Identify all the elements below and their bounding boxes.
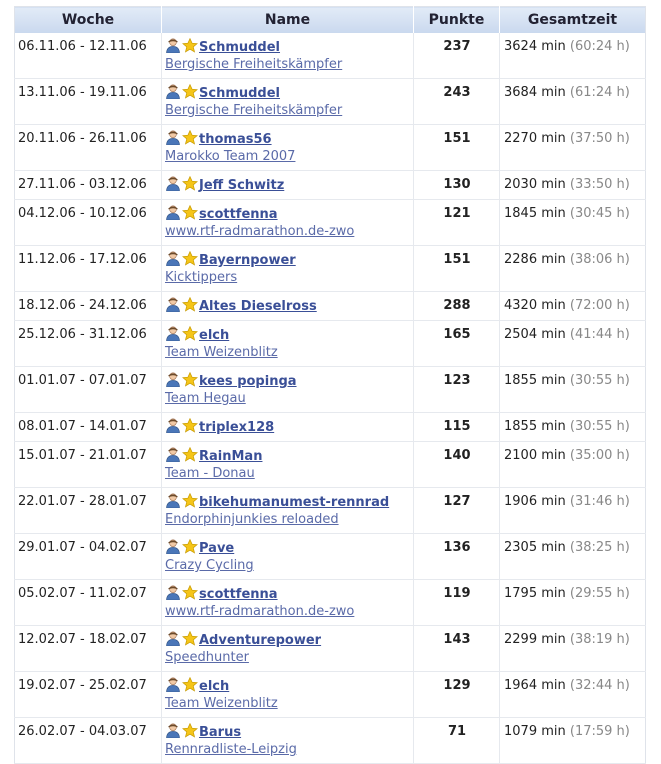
user-link[interactable]: thomas56 xyxy=(199,132,272,147)
star-icon xyxy=(182,38,198,53)
week-cell xyxy=(15,246,162,292)
name-cell xyxy=(162,171,414,200)
user-link[interactable]: Bayernpower xyxy=(199,253,296,268)
user-link[interactable]: RainMan xyxy=(199,449,263,464)
total-time-cell xyxy=(500,672,646,718)
user-link[interactable]: scottfenna xyxy=(199,587,278,602)
table-row xyxy=(15,79,646,125)
team-link[interactable]: www.rtf-radmarathon.de-zwo xyxy=(165,604,355,619)
team-link[interactable]: Rennradliste-Leipzig xyxy=(165,742,297,757)
week-range: 15.01.07 - 21.01.07 xyxy=(18,448,147,463)
points-value: 136 xyxy=(443,540,471,555)
team-line xyxy=(165,465,411,482)
total-time-cell xyxy=(500,79,646,125)
team-link[interactable]: www.rtf-radmarathon.de-zwo xyxy=(165,224,355,239)
hours-value: (41:44 h) xyxy=(569,327,630,342)
star-icon xyxy=(182,84,198,99)
star-icon xyxy=(182,493,198,508)
week-cell xyxy=(15,718,162,764)
week-cell xyxy=(15,33,162,79)
week-range: 01.01.07 - 07.01.07 xyxy=(18,373,147,388)
week-range: 18.12.06 - 24.12.06 xyxy=(18,298,147,313)
star-icon xyxy=(182,205,198,220)
table-row xyxy=(15,718,646,764)
points-cell xyxy=(414,718,500,764)
team-link[interactable]: Kicktippers xyxy=(165,270,238,285)
minutes-value: 1079 min xyxy=(504,724,566,739)
week-cell xyxy=(15,171,162,200)
week-range: 19.02.07 - 25.02.07 xyxy=(18,678,147,693)
user-profile-icon[interactable] xyxy=(165,677,181,692)
user-profile-icon[interactable] xyxy=(165,84,181,99)
name-cell xyxy=(162,292,414,321)
team-line xyxy=(165,269,411,286)
star-icon xyxy=(182,130,198,145)
team-line xyxy=(165,344,411,361)
week-range: 08.01.07 - 14.01.07 xyxy=(18,419,147,434)
total-time-cell xyxy=(500,125,646,171)
user-profile-icon[interactable] xyxy=(165,723,181,738)
table-row xyxy=(15,626,646,672)
star-icon xyxy=(182,251,198,266)
minutes-value: 1855 min xyxy=(504,419,566,434)
week-cell xyxy=(15,125,162,171)
table-row xyxy=(15,442,646,488)
points-value: 127 xyxy=(443,494,471,509)
user-profile-icon[interactable] xyxy=(165,251,181,266)
column-header-name[interactable]: Name xyxy=(162,7,414,34)
user-profile-icon[interactable] xyxy=(165,297,181,312)
name-cell xyxy=(162,79,414,125)
table-row xyxy=(15,321,646,367)
points-cell xyxy=(414,292,500,321)
table-row xyxy=(15,33,646,79)
name-cell xyxy=(162,125,414,171)
user-profile-icon[interactable] xyxy=(165,326,181,341)
user-profile-icon[interactable] xyxy=(165,539,181,554)
team-link[interactable]: Team - Donau xyxy=(165,466,255,481)
minutes-value: 4320 min xyxy=(504,298,566,313)
user-profile-icon[interactable] xyxy=(165,418,181,433)
name-cell xyxy=(162,534,414,580)
week-cell xyxy=(15,413,162,442)
week-range: 25.12.06 - 31.12.06 xyxy=(18,327,147,342)
team-link[interactable]: Bergische Freiheitskämpfer xyxy=(165,57,343,72)
hours-value: (61:24 h) xyxy=(569,85,630,100)
team-link[interactable]: Bergische Freiheitskämpfer xyxy=(165,103,343,118)
star-icon xyxy=(182,372,198,387)
points-cell xyxy=(414,442,500,488)
points-cell xyxy=(414,367,500,413)
points-cell xyxy=(414,125,500,171)
user-profile-icon[interactable] xyxy=(165,585,181,600)
user-profile-icon[interactable] xyxy=(165,631,181,646)
name-cell xyxy=(162,367,414,413)
week-range: 12.02.07 - 18.02.07 xyxy=(18,632,147,647)
star-icon xyxy=(182,326,198,341)
week-range: 13.11.06 - 19.11.06 xyxy=(18,85,147,100)
points-value: 151 xyxy=(443,131,471,146)
minutes-value: 2504 min xyxy=(504,327,566,342)
name-cell xyxy=(162,413,414,442)
team-line xyxy=(165,603,411,620)
team-line xyxy=(165,695,411,712)
week-cell xyxy=(15,367,162,413)
week-range: 05.02.07 - 11.02.07 xyxy=(18,586,147,601)
week-cell xyxy=(15,321,162,367)
points-value: 115 xyxy=(443,419,471,434)
hours-value: (29:55 h) xyxy=(569,586,630,601)
week-range: 26.02.07 - 04.03.07 xyxy=(18,724,147,739)
team-link[interactable]: Team Weizenblitz xyxy=(165,696,278,711)
points-value: 121 xyxy=(443,206,471,221)
total-time-cell xyxy=(500,367,646,413)
minutes-value: 2100 min xyxy=(504,448,566,463)
team-link[interactable]: Marokko Team 2007 xyxy=(165,149,296,164)
minutes-value: 2305 min xyxy=(504,540,566,555)
week-range: 29.01.07 - 04.02.07 xyxy=(18,540,147,555)
minutes-value: 1964 min xyxy=(504,678,566,693)
total-time-cell xyxy=(500,488,646,534)
name-cell xyxy=(162,488,414,534)
hours-value: (30:55 h) xyxy=(569,373,630,388)
team-line xyxy=(165,557,411,574)
week-range: 22.01.07 - 28.01.07 xyxy=(18,494,147,509)
hours-value: (30:45 h) xyxy=(569,206,630,221)
table-row xyxy=(15,292,646,321)
column-header-points[interactable]: Punkte xyxy=(414,7,500,34)
hours-value: (35:00 h) xyxy=(569,448,630,463)
week-cell xyxy=(15,580,162,626)
week-range: 20.11.06 - 26.11.06 xyxy=(18,131,147,146)
user-profile-icon[interactable] xyxy=(165,493,181,508)
week-range: 04.12.06 - 10.12.06 xyxy=(18,206,147,221)
points-cell xyxy=(414,672,500,718)
points-value: 288 xyxy=(443,298,471,313)
name-cell xyxy=(162,580,414,626)
column-header-week[interactable]: Woche xyxy=(15,7,162,34)
table-row xyxy=(15,367,646,413)
total-time-cell xyxy=(500,33,646,79)
user-link[interactable]: Jeff Schwitz xyxy=(199,178,285,193)
user-link[interactable]: kees popinga xyxy=(199,374,297,389)
star-icon xyxy=(182,585,198,600)
points-value: 243 xyxy=(443,85,471,100)
hours-value: (38:06 h) xyxy=(569,252,630,267)
user-profile-icon[interactable] xyxy=(165,447,181,462)
hours-value: (38:25 h) xyxy=(569,540,630,555)
user-link[interactable]: elch xyxy=(199,679,230,694)
total-time-cell xyxy=(500,626,646,672)
points-cell xyxy=(414,413,500,442)
points-cell xyxy=(414,33,500,79)
table-row xyxy=(15,171,646,200)
points-cell xyxy=(414,79,500,125)
user-link[interactable]: elch xyxy=(199,328,230,343)
minutes-value: 2299 min xyxy=(504,632,566,647)
user-link[interactable]: bikehumanumest-rennrad xyxy=(199,495,390,510)
minutes-value: 3684 min xyxy=(504,85,566,100)
table-body xyxy=(15,33,646,764)
total-time-cell xyxy=(500,534,646,580)
user-link[interactable]: Schmuddel xyxy=(199,40,281,55)
minutes-value: 1906 min xyxy=(504,494,566,509)
table-row xyxy=(15,246,646,292)
points-value: 71 xyxy=(447,724,467,739)
user-profile-icon[interactable] xyxy=(165,176,181,191)
week-cell xyxy=(15,442,162,488)
name-cell xyxy=(162,626,414,672)
user-link[interactable]: Barus xyxy=(199,725,242,740)
week-cell xyxy=(15,292,162,321)
table-row xyxy=(15,672,646,718)
table-row xyxy=(15,580,646,626)
minutes-value: 2286 min xyxy=(504,252,566,267)
table-row xyxy=(15,413,646,442)
week-cell xyxy=(15,534,162,580)
total-time-cell xyxy=(500,246,646,292)
column-header-total-time[interactable]: Gesamtzeit xyxy=(500,7,646,34)
team-line xyxy=(165,223,411,240)
star-icon xyxy=(182,418,198,433)
points-cell xyxy=(414,171,500,200)
total-time-cell xyxy=(500,442,646,488)
team-line xyxy=(165,649,411,666)
points-cell xyxy=(414,534,500,580)
name-cell xyxy=(162,246,414,292)
points-value: 237 xyxy=(443,39,471,54)
points-value: 151 xyxy=(443,252,471,267)
points-cell xyxy=(414,488,500,534)
points-cell xyxy=(414,246,500,292)
user-link[interactable]: Pave xyxy=(199,541,235,556)
star-icon xyxy=(182,631,198,646)
user-link[interactable]: scottfenna xyxy=(199,207,278,222)
user-profile-icon[interactable] xyxy=(165,38,181,53)
week-cell xyxy=(15,79,162,125)
star-icon xyxy=(182,723,198,738)
points-value: 165 xyxy=(443,327,471,342)
table-row xyxy=(15,200,646,246)
hours-value: (17:59 h) xyxy=(569,724,630,739)
hours-value: (32:44 h) xyxy=(569,678,630,693)
star-icon xyxy=(182,297,198,312)
hours-value: (38:19 h) xyxy=(569,632,630,647)
team-link[interactable]: Endorphinjunkies reloaded xyxy=(165,512,339,527)
minutes-value: 1855 min xyxy=(504,373,566,388)
table-row xyxy=(15,125,646,171)
hours-value: (30:55 h) xyxy=(569,419,630,434)
table-row xyxy=(15,534,646,580)
week-range: 06.11.06 - 12.11.06 xyxy=(18,39,147,54)
user-profile-icon[interactable] xyxy=(165,205,181,220)
name-cell xyxy=(162,718,414,764)
points-cell xyxy=(414,580,500,626)
team-link[interactable]: Speedhunter xyxy=(165,650,249,665)
weekly-ranking-panel xyxy=(14,6,645,764)
points-value: 129 xyxy=(443,678,471,693)
team-link[interactable]: Team Weizenblitz xyxy=(165,345,278,360)
name-cell xyxy=(162,33,414,79)
points-value: 123 xyxy=(443,373,471,388)
points-cell xyxy=(414,626,500,672)
name-cell xyxy=(162,321,414,367)
hours-value: (60:24 h) xyxy=(569,39,630,54)
user-profile-icon[interactable] xyxy=(165,130,181,145)
team-line xyxy=(165,56,411,73)
hours-value: (33:50 h) xyxy=(569,177,630,192)
weekly-ranking-table xyxy=(14,6,646,764)
total-time-cell xyxy=(500,171,646,200)
minutes-value: 2030 min xyxy=(504,177,566,192)
team-line xyxy=(165,511,411,528)
user-link[interactable]: triplex128 xyxy=(199,420,275,435)
star-icon xyxy=(182,447,198,462)
table-header xyxy=(15,7,646,34)
points-cell xyxy=(414,200,500,246)
minutes-value: 1845 min xyxy=(504,206,566,221)
name-cell xyxy=(162,442,414,488)
hours-value: (31:46 h) xyxy=(569,494,630,509)
team-link[interactable]: Crazy Cycling xyxy=(165,558,254,573)
points-value: 130 xyxy=(443,177,471,192)
total-time-cell xyxy=(500,413,646,442)
star-icon xyxy=(182,539,198,554)
table-row xyxy=(15,488,646,534)
team-line xyxy=(165,102,411,119)
total-time-cell xyxy=(500,200,646,246)
hours-value: (37:50 h) xyxy=(569,131,630,146)
points-value: 140 xyxy=(443,448,471,463)
name-cell xyxy=(162,672,414,718)
user-link[interactable]: Adventurepower xyxy=(199,633,322,648)
hours-value: (72:00 h) xyxy=(569,298,630,313)
user-link[interactable]: Schmuddel xyxy=(199,86,281,101)
week-cell xyxy=(15,626,162,672)
team-line xyxy=(165,148,411,165)
user-profile-icon[interactable] xyxy=(165,372,181,387)
star-icon xyxy=(182,176,198,191)
minutes-value: 3624 min xyxy=(504,39,566,54)
total-time-cell xyxy=(500,292,646,321)
week-cell xyxy=(15,200,162,246)
week-range: 11.12.06 - 17.12.06 xyxy=(18,252,147,267)
points-value: 119 xyxy=(443,586,471,601)
name-cell xyxy=(162,200,414,246)
week-range: 27.11.06 - 03.12.06 xyxy=(18,177,147,192)
total-time-cell xyxy=(500,718,646,764)
team-line xyxy=(165,741,411,758)
minutes-value: 2270 min xyxy=(504,131,566,146)
star-icon xyxy=(182,677,198,692)
minutes-value: 1795 min xyxy=(504,586,566,601)
user-link[interactable]: Altes Dieselross xyxy=(199,299,317,314)
team-line xyxy=(165,390,411,407)
total-time-cell xyxy=(500,321,646,367)
total-time-cell xyxy=(500,580,646,626)
week-cell xyxy=(15,672,162,718)
team-link[interactable]: Team Hegau xyxy=(165,391,246,406)
points-cell xyxy=(414,321,500,367)
week-cell xyxy=(15,488,162,534)
points-value: 143 xyxy=(443,632,471,647)
